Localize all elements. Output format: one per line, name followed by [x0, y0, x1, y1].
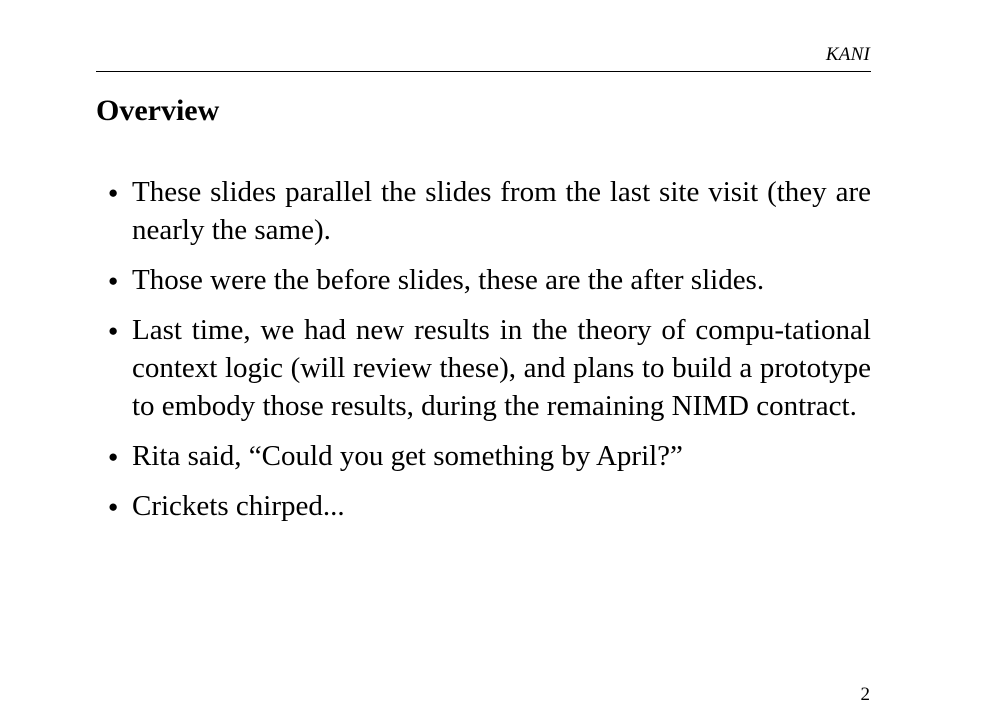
bullet-text: Those were the before slides, these are the after slides. [132, 264, 765, 296]
header-label: KANI [825, 44, 870, 65]
bullet-icon: ● [108, 321, 119, 340]
header-divider [96, 71, 871, 72]
bullet-icon: ● [108, 447, 119, 466]
bullet-text: Crickets chirped... [132, 490, 345, 522]
bullet-text: Rita said, “Could you get something by April?” [132, 440, 683, 472]
bullet-icon: ● [108, 271, 119, 290]
bullet-list [108, 173, 871, 537]
slide-title: Overview [96, 94, 220, 127]
bullet-item-1 [108, 173, 871, 249]
page-number: 2 [860, 684, 870, 705]
bullet-icon: ● [108, 497, 119, 516]
bullet-item-2 [108, 261, 871, 299]
bullet-item-3 [108, 311, 871, 425]
bullet-item-4 [108, 437, 871, 475]
bullet-item-5 [108, 487, 871, 525]
bullet-text: Last time, we had new results in the theory of compu-tational context logic (will review these), and plans to build a prototype to embody those results, during the remaining NIMD contract. [132, 314, 871, 422]
bullet-text: These slides parallel the slides from the last site visit (they are nearly the same). [132, 176, 871, 246]
bullet-icon: ● [108, 183, 119, 202]
